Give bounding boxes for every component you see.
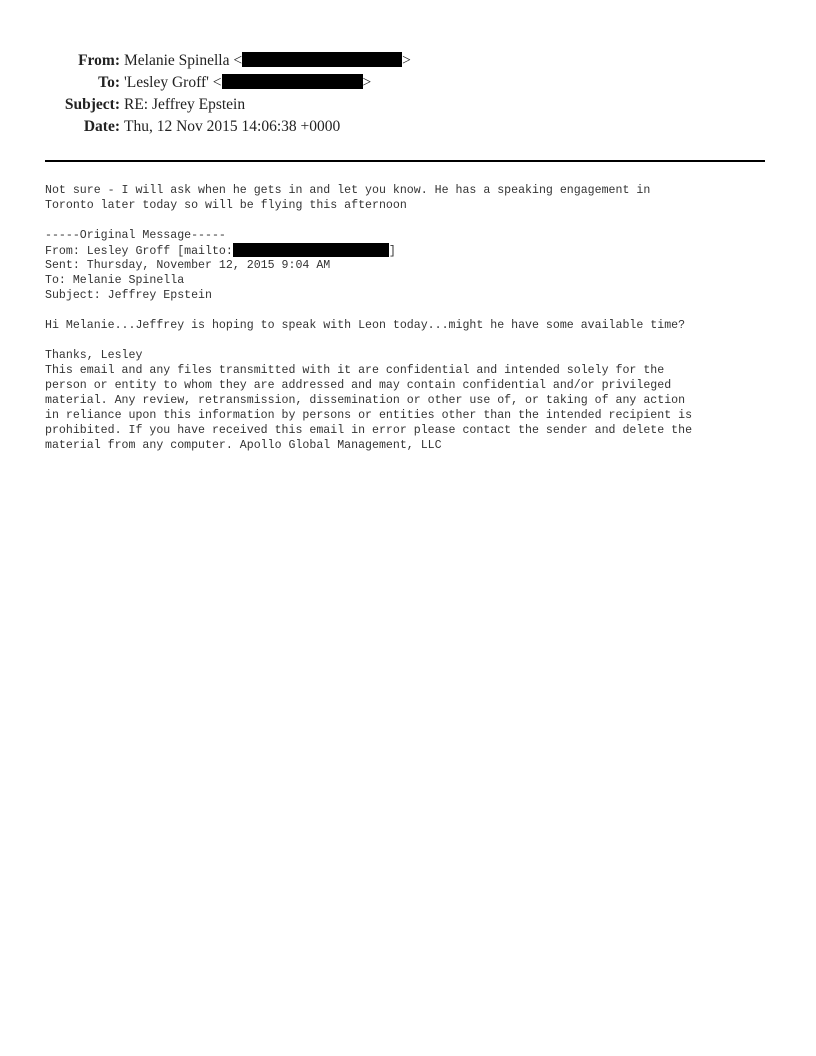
- original-to: To: Melanie Spinella: [45, 274, 185, 287]
- date-label: Date:: [83, 118, 120, 135]
- to-label: To:: [98, 74, 120, 91]
- original-from-prefix: From: Lesley Groff [mailto:: [45, 245, 233, 258]
- subject-row: [0, 96, 816, 118]
- original-signoff: Thanks, Lesley: [45, 349, 143, 362]
- original-message: Hi Melanie...Jeffrey is hoping to speak with Leon today...might he have some available time?: [45, 319, 686, 332]
- email-body: [45, 183, 785, 453]
- from-row: [0, 52, 816, 74]
- date-row: [0, 118, 816, 140]
- disclaimer-line: prohibited. If you have received this email in error please contact the sender and delete the: [45, 424, 693, 437]
- original-from: [45, 243, 785, 258]
- original-subject: Subject: Jeffrey Epstein: [45, 289, 212, 302]
- subject-label: Subject:: [64, 96, 120, 113]
- date-value: Thu, 12 Nov 2015 14:06:38 +0000: [124, 118, 341, 135]
- from-value: Melanie Spinella <: [124, 52, 243, 69]
- disclaimer-line: This email and any files transmitted with it are confidential and intended solely for the: [45, 364, 665, 377]
- from-end: >: [402, 52, 411, 69]
- reply-line: Toronto later today so will be flying this afternoon: [45, 199, 407, 212]
- disclaimer-line: material from any computer. Apollo Global Management, LLC: [45, 439, 442, 452]
- redaction-bar: [242, 52, 402, 67]
- subject-value: RE: Jeffrey Epstein: [124, 96, 246, 113]
- original-sent: Sent: Thursday, November 12, 2015 9:04 AM: [45, 259, 331, 272]
- from-label: From:: [78, 52, 120, 69]
- disclaimer-line: material. Any review, retransmission, dissemination or other use of, or taking of any action: [45, 394, 686, 407]
- original-from-suffix: ]: [388, 245, 396, 258]
- to-value: 'Lesley Groff' <: [124, 74, 222, 91]
- header-divider: [45, 160, 765, 162]
- redaction-bar: [233, 243, 389, 257]
- to-row: [0, 74, 816, 96]
- disclaimer-line: in reliance upon this information by persons or entities other than the intended recipient is: [45, 409, 693, 422]
- original-separator: -----Original Message-----: [45, 229, 226, 242]
- redaction-bar: [222, 74, 363, 89]
- email-header: [0, 52, 816, 140]
- disclaimer-line: person or entity to whom they are addressed and may contain confidential and/or privileged: [45, 379, 672, 392]
- to-end: >: [362, 74, 372, 91]
- reply-line: Not sure - I will ask when he gets in and let you know. He has a speaking engagement in: [45, 184, 651, 197]
